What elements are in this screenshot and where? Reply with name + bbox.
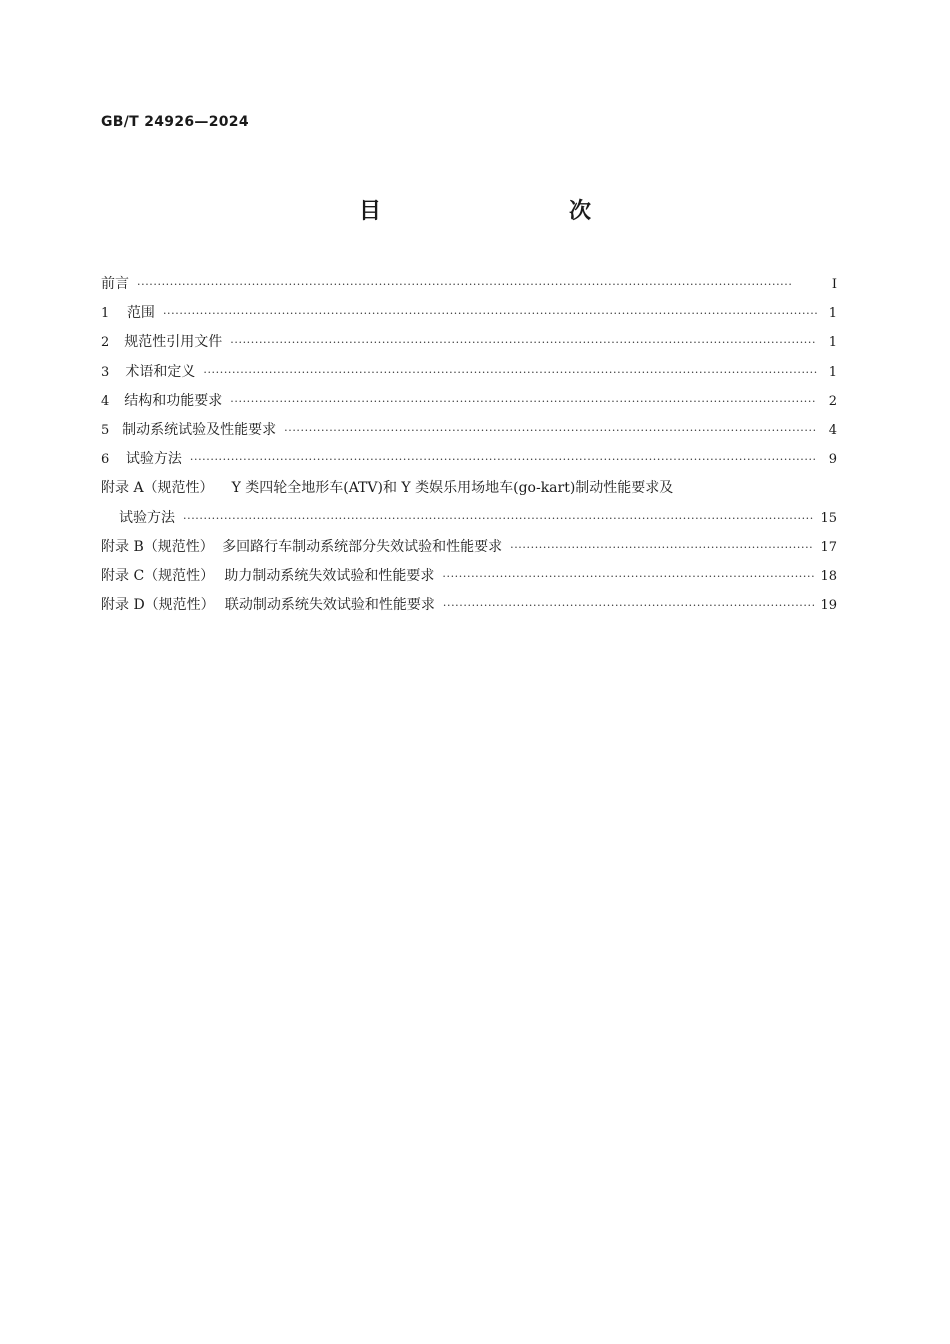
leader-dots xyxy=(137,270,817,299)
toc-annex-prefix: 附录 D（规范性） xyxy=(101,597,215,614)
toc-entry-page: 15 xyxy=(820,510,837,526)
toc-entry-number: 4 xyxy=(101,393,110,409)
leader-dots xyxy=(443,591,815,620)
toc-entry-chapter-2[interactable] xyxy=(101,328,837,357)
toc-entry-chapter-4[interactable] xyxy=(101,387,837,416)
toc-annex-title: 多回路行车制动系统部分失效试验和性能要求 xyxy=(222,538,503,555)
leader-dots xyxy=(230,328,817,357)
toc-entry-page: 1 xyxy=(828,306,837,322)
toc-entry-page: 4 xyxy=(828,422,837,438)
toc-annex-title: 助力制动系统失效试验和性能要求 xyxy=(224,567,435,584)
toc-annex-title-continued: 试验方法 xyxy=(119,509,175,526)
toc-entry-annex-d[interactable] xyxy=(101,591,837,620)
toc-entry-label: 范围 xyxy=(126,305,155,322)
toc-annex-title: Y 类四轮全地形车(ATV)和 Y 类娱乐用场地车(go-kart)制动性能要求及 xyxy=(231,480,674,497)
toc-annex-prefix: 附录 B（规范性） xyxy=(101,538,214,555)
toc-entry-page: 2 xyxy=(828,393,837,409)
leader-dots xyxy=(203,358,817,387)
toc-annex-prefix: 附录 C（规范性） xyxy=(101,567,215,584)
toc-entry-preface[interactable] xyxy=(101,270,837,299)
table-of-contents xyxy=(101,270,837,620)
toc-entry-number: 2 xyxy=(101,335,110,351)
toc-entry-page: Ⅰ xyxy=(831,277,837,292)
leader-dots xyxy=(510,533,814,562)
toc-entry-page: 17 xyxy=(820,539,837,555)
toc-entry-page: 19 xyxy=(820,598,837,614)
toc-entry-annex-c[interactable] xyxy=(101,562,837,591)
toc-annex-title: 联动制动系统失效试验和性能要求 xyxy=(224,597,435,614)
toc-entry-label: 术语和定义 xyxy=(125,363,196,380)
toc-entry-chapter-5[interactable] xyxy=(101,416,837,445)
toc-entry-page: 18 xyxy=(820,568,837,584)
leader-dots xyxy=(284,416,817,445)
toc-entry-number: 6 xyxy=(101,452,110,468)
toc-entry-page: 1 xyxy=(828,335,837,351)
toc-entry-label: 规范性引用文件 xyxy=(124,334,223,351)
toc-entry-page: 9 xyxy=(828,452,837,468)
leader-dots xyxy=(230,387,817,416)
toc-annex-prefix: 附录 A（规范性） xyxy=(101,480,214,497)
toc-entry-page: 1 xyxy=(828,364,837,380)
leader-dots xyxy=(190,445,817,474)
toc-entry-chapter-6[interactable] xyxy=(101,445,837,474)
toc-entry-label: 制动系统试验及性能要求 xyxy=(122,421,277,438)
toc-entry-chapter-1[interactable] xyxy=(101,299,837,328)
standard-code: GB/T 24926—2024 xyxy=(101,114,249,130)
toc-entry-label: 结构和功能要求 xyxy=(124,392,223,409)
toc-entry-annex-b[interactable] xyxy=(101,533,837,562)
toc-entry-number: 3 xyxy=(101,364,110,380)
leader-dots xyxy=(442,562,814,591)
page-title: 目 次 xyxy=(358,199,639,224)
toc-entry-annex-a-continued[interactable] xyxy=(101,504,837,533)
toc-entry-label: 前言 xyxy=(101,276,129,292)
toc-entry-label: 试验方法 xyxy=(125,451,182,468)
toc-entry-number: 5 xyxy=(101,422,110,438)
toc-entry-annex-a[interactable] xyxy=(101,474,837,503)
toc-entry-number: 1 xyxy=(101,306,110,322)
leader-dots xyxy=(163,299,817,328)
toc-entry-chapter-3[interactable] xyxy=(101,358,837,387)
leader-dots xyxy=(183,504,814,533)
